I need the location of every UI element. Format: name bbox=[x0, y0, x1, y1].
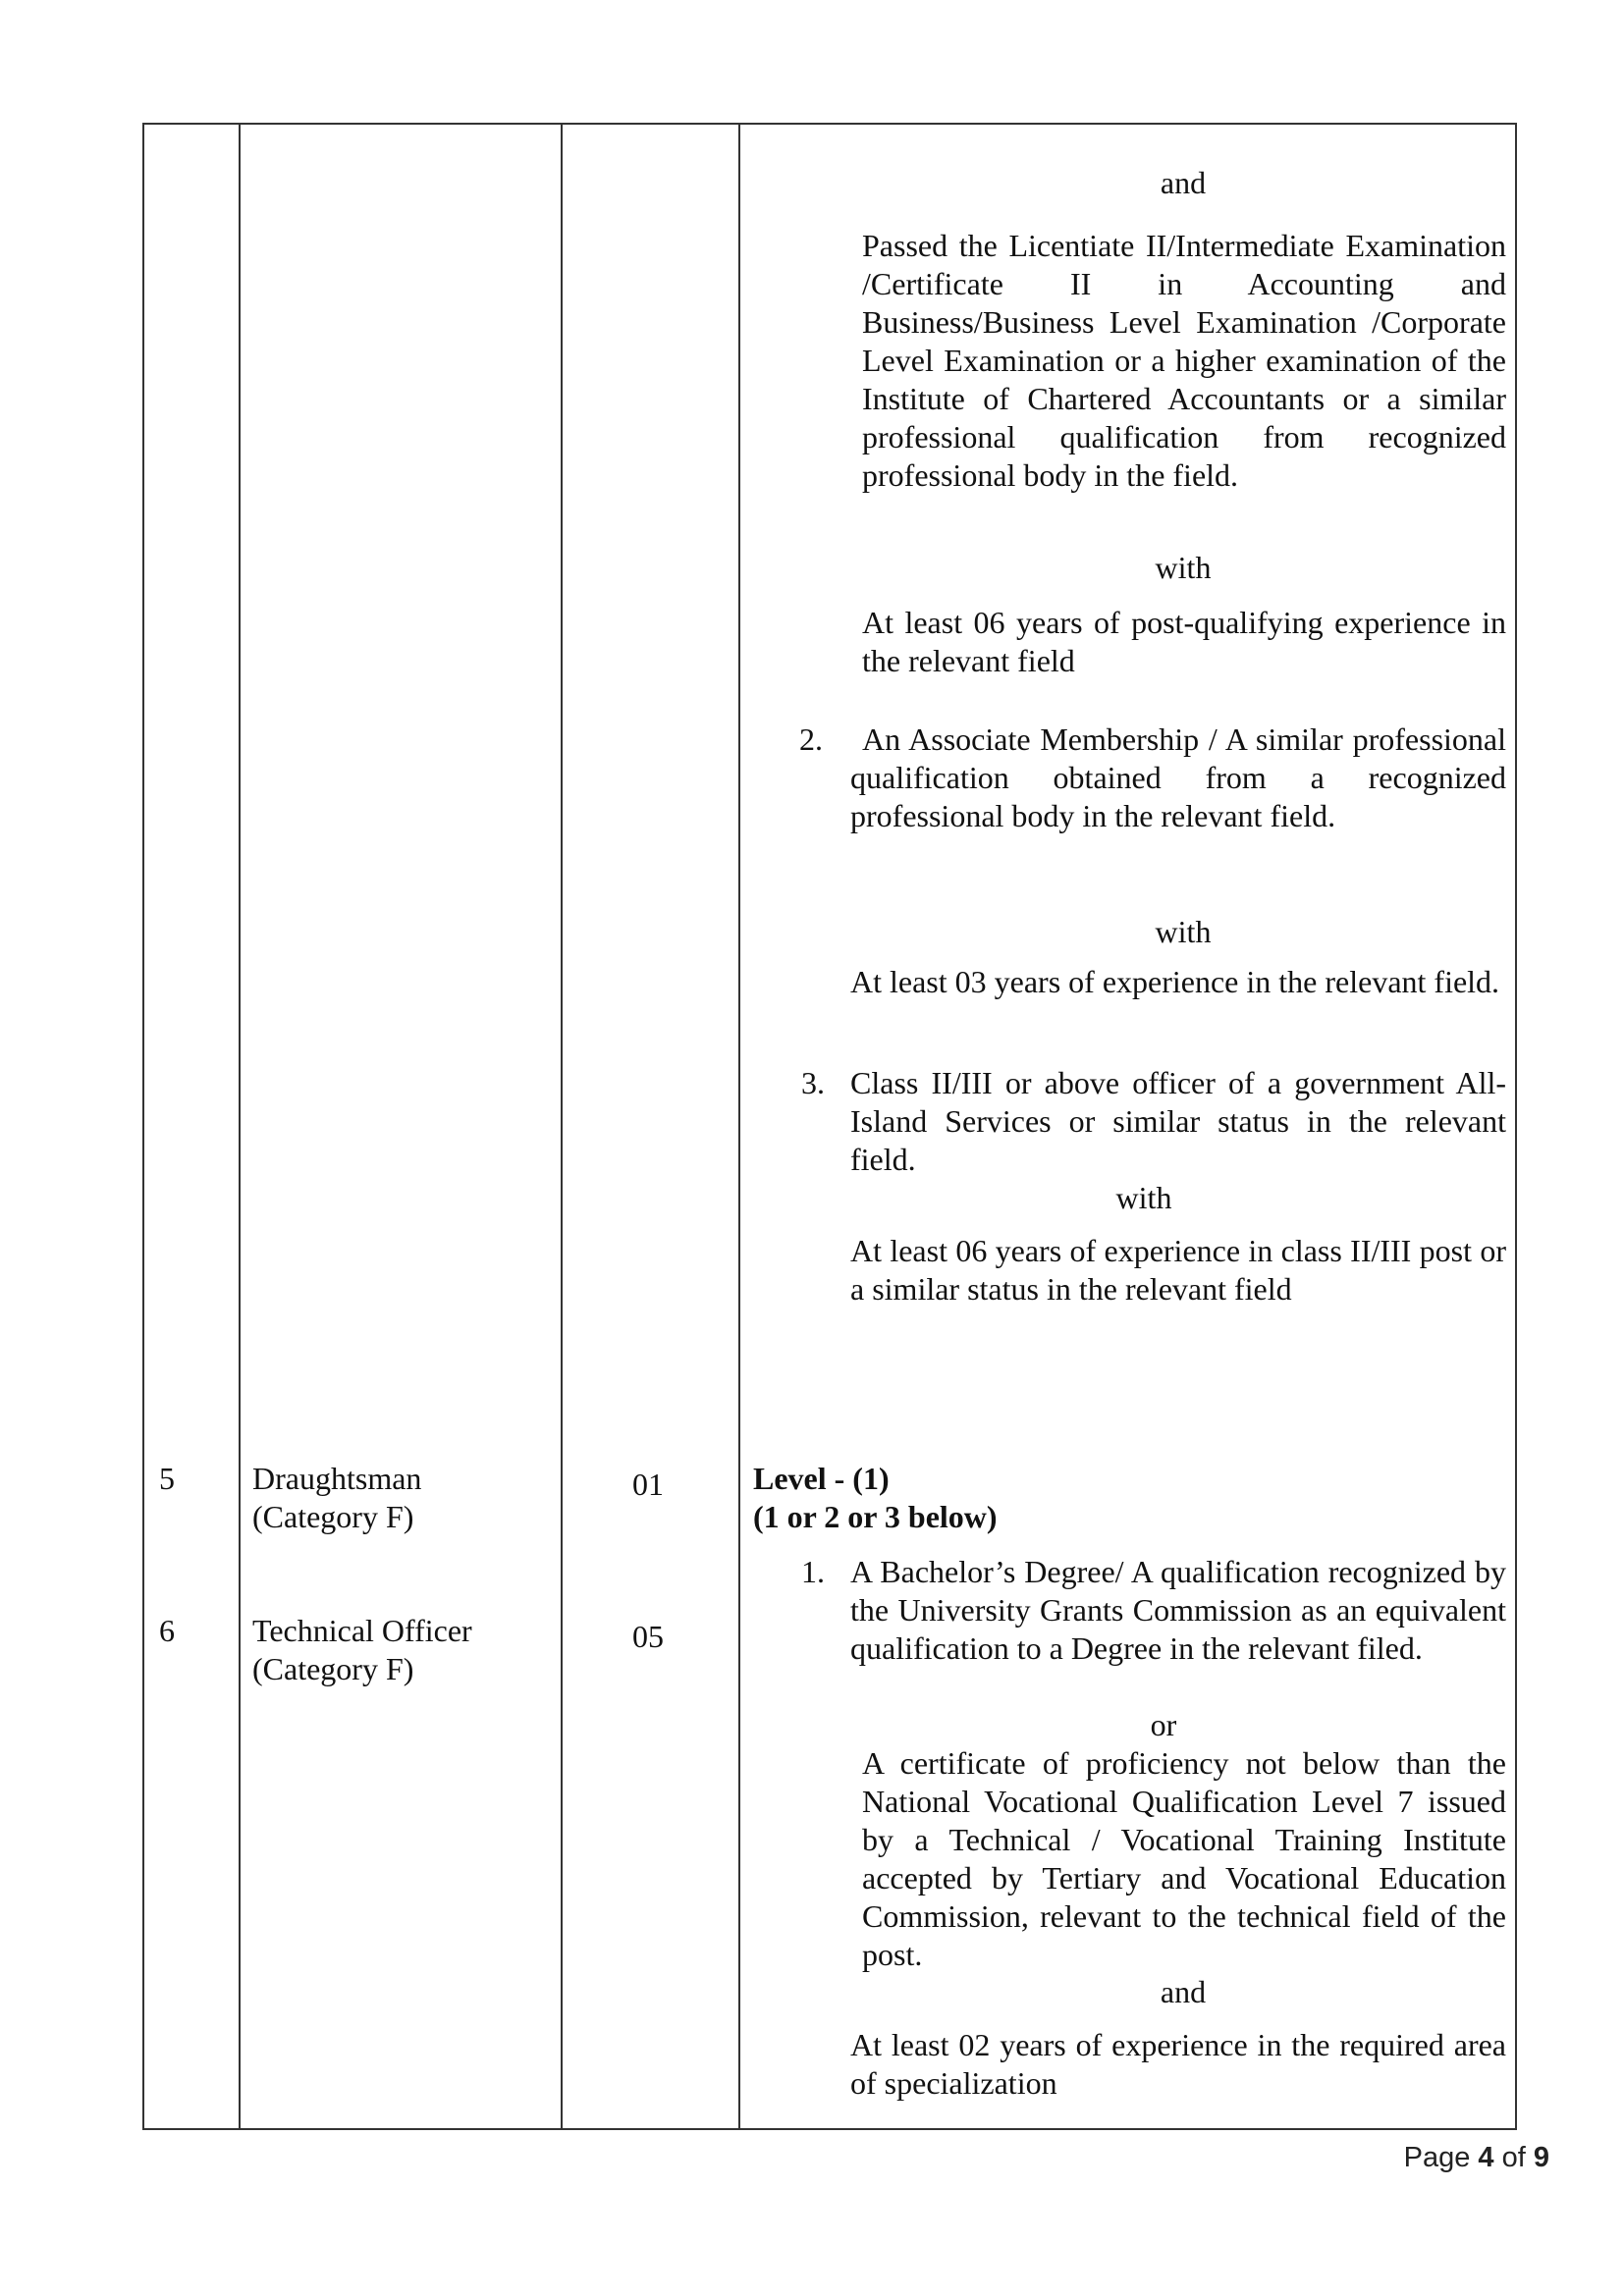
row-number: 5 bbox=[159, 1461, 175, 1496]
list-item-associate-membership: An Associate Membership / A similar professional qualification obtained from a recognized professional body in the relevant field. bbox=[850, 721, 1506, 833]
paragraph-experience-3-years: At least 03 years of experience in the relevant field. bbox=[850, 964, 1500, 999]
current-page: 4 bbox=[1478, 2142, 1494, 2173]
page-label: Page bbox=[1403, 2142, 1471, 2173]
connector-and: and bbox=[1160, 165, 1207, 200]
vacancies: 01 bbox=[632, 1467, 664, 1502]
post-title: Technical Officer bbox=[252, 1613, 472, 1648]
list-item-class-officer: Class II/III or above officer of a government All-Island Services or similar status in the relevant field. bbox=[850, 1065, 1506, 1177]
post-name bbox=[252, 1612, 547, 1688]
list-number: 1. bbox=[801, 1554, 825, 1589]
paragraph-experience-2-years: At least 02 years of experience in the required area of specialization bbox=[850, 2027, 1506, 2101]
total-pages: 9 bbox=[1533, 2142, 1549, 2173]
paragraph-licentiate: Passed the Licentiate II/Intermediate Examination /Certificate II in Accounting and Business/Business Level Examination /Corporate Level Examination or a higher examination of the Institute of Chartered Accountants or a similar professional qualification from recognized professional body in the field. bbox=[862, 228, 1506, 493]
column-divider bbox=[561, 125, 563, 2128]
connector-with: with bbox=[1115, 1180, 1172, 1215]
post-category: (Category F) bbox=[252, 1499, 414, 1534]
paragraph-certificate: A certificate of proficiency not below than the National Vocational Qualification Level 7 issued by a Technical / Vocational Training Institute accepted by Tertiary and Vocational Education Commission, relevant to the technical field of the post. bbox=[862, 1745, 1506, 1972]
connector-with: with bbox=[1155, 550, 1212, 585]
column-divider bbox=[738, 125, 740, 2128]
list-number: 3. bbox=[801, 1065, 825, 1100]
post-category: (Category F) bbox=[252, 1651, 414, 1686]
connector-and: and bbox=[1160, 1974, 1207, 2009]
page-of-label: of bbox=[1501, 2142, 1526, 2173]
post-name bbox=[252, 1460, 547, 1536]
connector-with: with bbox=[1155, 914, 1212, 949]
vacancies: 05 bbox=[632, 1619, 664, 1654]
column-divider bbox=[239, 125, 241, 2128]
connector-or: or bbox=[1150, 1707, 1177, 1742]
row-number: 6 bbox=[159, 1613, 175, 1648]
list-item-bachelors-degree: A Bachelor’s Degree/ A qualification recognized by the University Grants Commission as an equivalent qualification to a Degree in the relevant filed. bbox=[850, 1554, 1506, 1666]
list-number: 2. bbox=[799, 721, 823, 757]
post-title: Draughtsman bbox=[252, 1461, 422, 1496]
paragraph-experience-class-post: At least 06 years of experience in class II/III post or a similar status in the relevant field bbox=[850, 1233, 1506, 1307]
level-subheading: (1 or 2 or 3 below) bbox=[753, 1499, 998, 1534]
page-number bbox=[1404, 2142, 1549, 2174]
paragraph-experience-6-years: At least 06 years of post-qualifying experience in the relevant field bbox=[862, 605, 1506, 678]
level-heading: Level - (1) bbox=[753, 1461, 890, 1496]
